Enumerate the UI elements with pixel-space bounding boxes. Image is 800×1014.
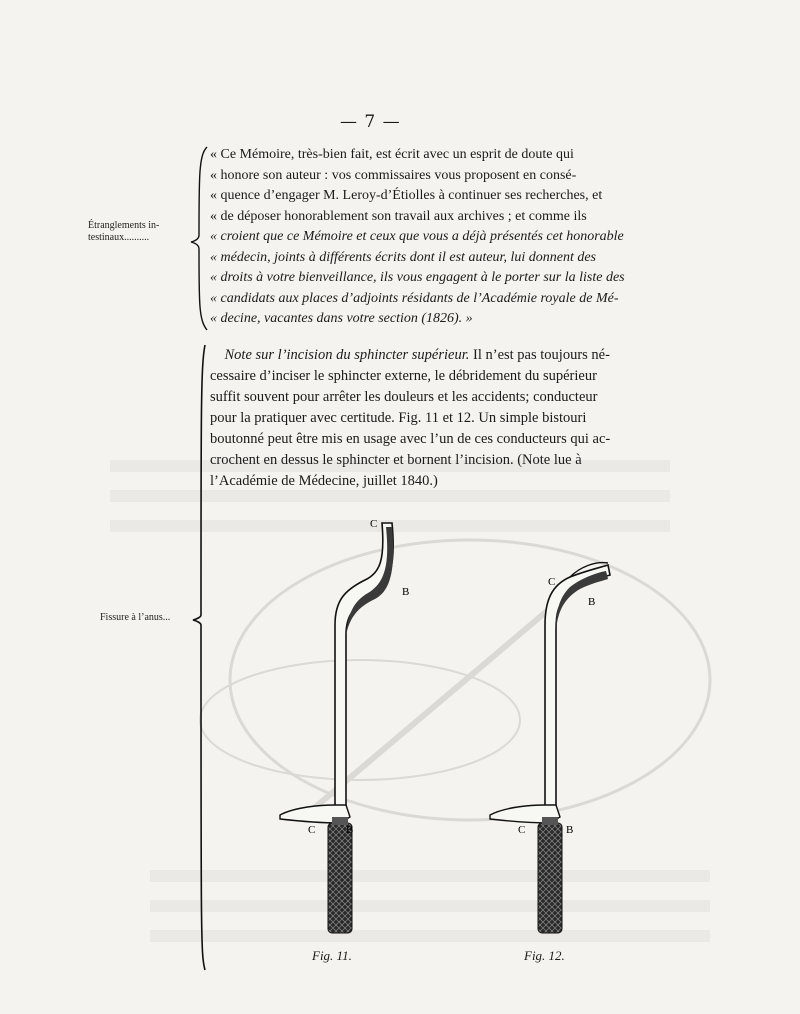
- fig11-label-b-top: B: [402, 586, 410, 598]
- fig12-label-c-top: C: [548, 576, 556, 588]
- quote-line: « decine, vacantes dans votre section (1826). »: [210, 311, 473, 326]
- page-number: — 7 —: [340, 112, 401, 132]
- quote-line: « Ce Mémoire, très-bien fait, est écrit avec un esprit de doute qui: [210, 147, 574, 162]
- fig12-caption: Fig. 12.: [524, 948, 565, 963]
- note-line: suffit souvent pour arrêter les douleurs et les accidents; conducteur: [210, 389, 598, 405]
- fig11-caption: Fig. 11.: [312, 948, 352, 963]
- note-line: crochent en dessus le sphincter et bornent l’incision. (Note lue à: [210, 452, 582, 468]
- quote-line: « candidats aux places d’adjoints résidants de l’Académie royale de Mé-: [210, 290, 619, 306]
- fig12-label-b-top: B: [588, 596, 596, 608]
- surgical-conductors-illustration: [240, 505, 660, 975]
- fig11-conductor: [280, 523, 393, 933]
- quote-line: « quence d’engager M. Leroy-d’Étiolles à continuer ses recherches, et: [210, 188, 603, 203]
- quote-line: « croient que ce Mémoire et ceux que vous a déjà présentés cet honorable: [210, 229, 624, 244]
- margin-note-line: testinaux..........: [88, 232, 150, 243]
- quote-line: « honore son auteur : vos commissaires vous proposent en consé-: [210, 167, 577, 183]
- fig12-conductor: [490, 563, 610, 933]
- margin-note-line: Étranglements in-: [88, 220, 160, 231]
- quote-line: « droits à votre bienveillance, ils vous engagent à le porter sur la liste des: [210, 270, 625, 285]
- note-line: Il n’est pas toujours né-: [473, 347, 610, 363]
- quote-line: « médecin, joints à différents écrits dont il est auteur, lui donnent des: [210, 249, 596, 265]
- note-title: Note sur l’incision du sphincter supérieur.: [224, 347, 470, 363]
- note-paragraph: [210, 345, 680, 492]
- fig12-label-b-bottom: B: [566, 824, 574, 836]
- note-line: boutonné peut être mis en usage avec l’un de ces conducteurs qui ac-: [210, 431, 611, 447]
- note-line: cessaire d’inciser le sphincter externe, le débridement du supérieur: [210, 368, 597, 384]
- margin-note-etranglements: [88, 220, 159, 244]
- quote-line: « de déposer honorablement son travail aux archives ; et comme ils: [210, 208, 587, 224]
- note-line: l’Académie de Médecine, juillet 1840.): [210, 473, 438, 489]
- margin-note-fissure: Fissure à l’anus...: [100, 612, 171, 623]
- quote-block: [210, 145, 680, 330]
- fig11-label-c-bottom: C: [308, 824, 316, 836]
- note-line: pour la pratiquer avec certitude. Fig. 11 et 12. Un simple bistouri: [210, 410, 587, 426]
- fig11-label-b-bottom: B: [346, 824, 354, 836]
- fig12-label-c-bottom: C: [518, 824, 526, 836]
- fig11-label-c-top: C: [370, 518, 378, 530]
